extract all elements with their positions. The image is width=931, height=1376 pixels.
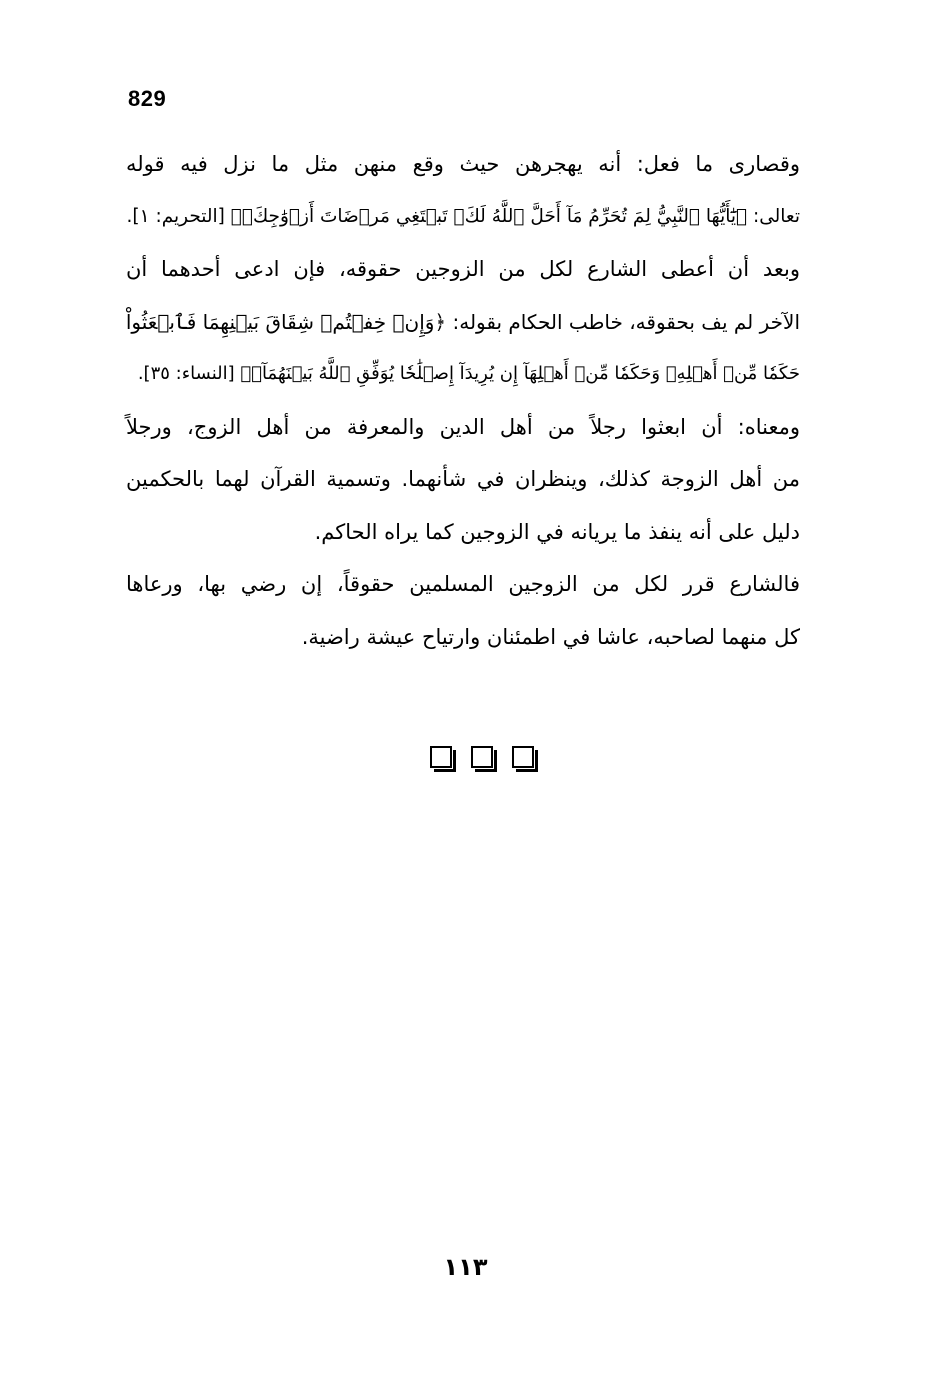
text-line: ومعناه: أن ابعثوا رجلاً من أهل الدين والمعرفة من أهل الزوج، ورجلاً bbox=[126, 414, 800, 439]
text-line: وبعد أن أعطى الشارع لكل من الزوجين حقوقه، فإن ادعى أحدهما أن bbox=[126, 257, 800, 281]
text-line: من أهل الزوجة كذلك، وينظران في شأنهما. وتسمية القرآن لهما بالحكمين bbox=[126, 467, 800, 491]
paragraph-4 bbox=[126, 558, 838, 663]
text-line: وقصارى ما فعل: أنه يهجرهن حيث وقع منهن مثل ما نزل فيه قوله bbox=[126, 152, 800, 176]
text-line-with-quran-verse: تعالى: ﴿يَٰٓأَيُّهَا ٱلنَّبِيُّ لِمَ تُحَرِّمُ مَآ أَحَلَّ ٱللَّهُ لَكَۖ تَبۡتَغِي مَرۡضَاتَ أَزۡوَٰجِكَۚ﴾ [التحريم: ١]. bbox=[126, 205, 800, 227]
square-ornament-icon bbox=[512, 746, 534, 768]
text-line: دليل على أنه ينفذ ما يريانه في الزوجين كما يراه الحاكم. bbox=[314, 519, 800, 544]
text-line: فالشارع قرر لكل من الزوجين المسلمين حقوقاً، إن رضي بها، ورعاها bbox=[126, 572, 800, 596]
text-line-with-quran-verse: الآخر لم يف بحقوقه، خاطب الحكام بقوله: ﴿وَإِنۡ خِفۡتُمۡ شِقَاقَ بَيۡنِهِمَا فَٱبۡعَثُواْ bbox=[125, 309, 800, 334]
paragraph-1 bbox=[126, 138, 838, 243]
paragraph-3 bbox=[126, 401, 838, 559]
page-id: 829 bbox=[128, 86, 167, 111]
body-text bbox=[126, 138, 838, 663]
text-line: كل منهما لصاحبه، عاشا في اطمئنان وارتياح عيشة راضية. bbox=[301, 624, 800, 649]
paragraph-2 bbox=[126, 243, 838, 401]
section-separator bbox=[430, 746, 534, 772]
square-ornament-icon bbox=[471, 746, 493, 768]
quran-verse-line: حَكَمٗا مِّنۡ أَهۡلِهِۦ وَحَكَمٗا مِّنۡ أَهۡلِهَآ إِن يُرِيدَآ إِصۡلَٰحٗا يُوَفِّقِ ٱللَّهُ بَيۡنَهُمَآۗ﴾ [النساء: ٣٥]. bbox=[137, 363, 800, 384]
square-ornament-icon bbox=[430, 746, 452, 768]
page-number: ١١٣ bbox=[443, 1253, 488, 1281]
